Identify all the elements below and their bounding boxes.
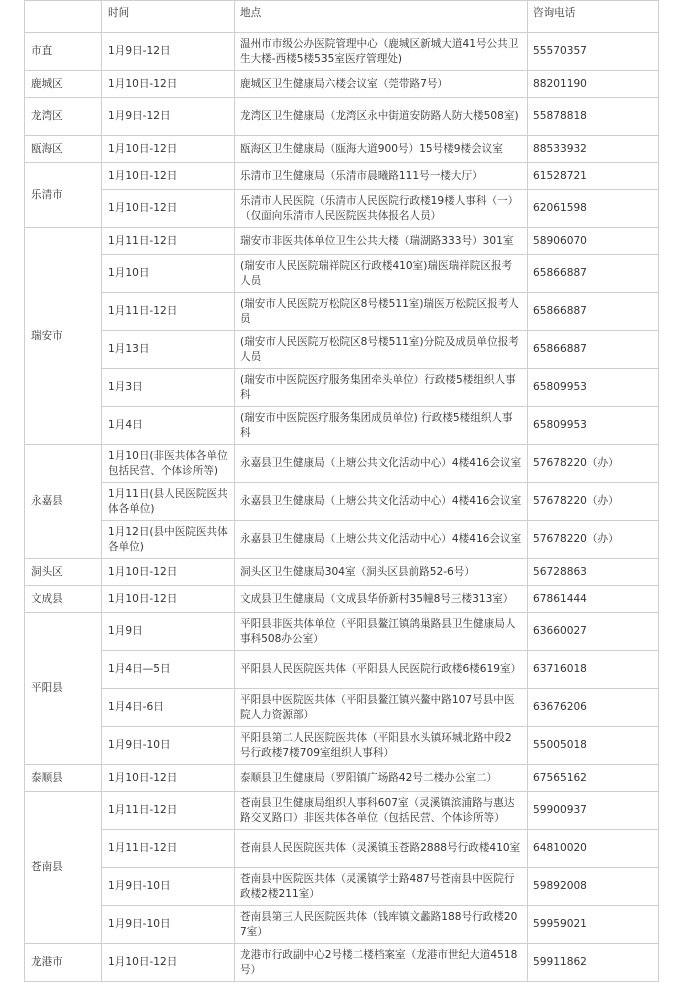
phone-cell: 55570357 (528, 33, 659, 71)
table-row (25, 163, 659, 190)
place-cell: (瑞安市人民医院万松院区8号楼511室)瑞医万松院区报考人员 (235, 293, 528, 331)
time-cell: 1月9日-10日 (102, 868, 235, 906)
phone-cell: 57678220（办） (528, 483, 659, 521)
phone-cell: 59959021 (528, 906, 659, 944)
phone-cell: 56728863 (528, 559, 659, 586)
region-cell: 市直 (25, 33, 102, 71)
place-cell: 乐清市人民医院（乐清市人民医院行政楼19楼人事科（一）（仅面向乐清市人民医院医共体报名人员） (235, 190, 528, 228)
place-cell: 鹿城区卫生健康局六楼会议室（莞带路7号） (235, 71, 528, 98)
time-cell: 1月3日 (102, 369, 235, 407)
time-cell: 1月9日-10日 (102, 906, 235, 944)
phone-cell: 63716018 (528, 651, 659, 689)
table-row (25, 792, 659, 830)
table-row (25, 727, 659, 765)
time-cell: 1月10日-12日 (102, 944, 235, 982)
time-cell: 1月10日-12日 (102, 190, 235, 228)
table-row (25, 190, 659, 228)
time-cell: 1月13日 (102, 331, 235, 369)
header-time: 时间 (102, 1, 235, 33)
table-row (25, 944, 659, 982)
table-row (25, 33, 659, 71)
table-row (25, 445, 659, 483)
place-cell: 乐清市卫生健康局（乐清市晨曦路111号一楼大厅） (235, 163, 528, 190)
table-row (25, 586, 659, 613)
place-cell: 瑞安市非医共体单位卫生公共大楼（瑞湖路333号）301室 (235, 228, 528, 255)
phone-cell: 64810020 (528, 830, 659, 868)
time-cell: 1月10日-12日 (102, 559, 235, 586)
time-cell: 1月11日-12日 (102, 792, 235, 830)
table-row (25, 369, 659, 407)
table-row (25, 98, 659, 136)
table-row (25, 293, 659, 331)
place-cell: 平阳县人民医院医共体（平阳县人民医院行政楼6楼619室） (235, 651, 528, 689)
table-row (25, 331, 659, 369)
place-cell: 温州市市级公办医院管理中心（鹿城区新城大道41号公共卫生大楼-西楼5楼535室医疗管理处) (235, 33, 528, 71)
header-region (25, 1, 102, 33)
place-cell: 苍南县中医院医共体（灵溪镇学士路487号苍南县中医院行政楼2楼211室） (235, 868, 528, 906)
registration-schedule-table (24, 0, 659, 982)
header-phone: 咨询电话 (528, 1, 659, 33)
time-cell: 1月9日-12日 (102, 33, 235, 71)
phone-cell: 57678220（办） (528, 521, 659, 559)
time-cell: 1月11日(县人民医院医共体各单位) (102, 483, 235, 521)
place-cell: 文成县卫生健康局（文成县华侨新村35幢8号三楼313室） (235, 586, 528, 613)
place-cell: (瑞安市中医院医疗服务集团牵头单位）行政楼5楼组织人事科 (235, 369, 528, 407)
time-cell: 1月4日-6日 (102, 689, 235, 727)
phone-cell: 67565162 (528, 765, 659, 792)
place-cell: 平阳县第二人民医院医共体（平阳县水头镇环城北路中段2号行政楼7楼709室组织人事科） (235, 727, 528, 765)
phone-cell: 55878818 (528, 98, 659, 136)
time-cell: 1月4日 (102, 407, 235, 445)
table-row (25, 689, 659, 727)
time-cell: 1月12日(县中医院医共体各单位) (102, 521, 235, 559)
phone-cell: 88533932 (528, 136, 659, 163)
table-row (25, 906, 659, 944)
region-cell: 瑞安市 (25, 228, 102, 445)
table-row (25, 651, 659, 689)
time-cell: 1月11日-12日 (102, 830, 235, 868)
region-cell: 龙湾区 (25, 98, 102, 136)
table-row (25, 559, 659, 586)
region-cell: 洞头区 (25, 559, 102, 586)
time-cell: 1月11日-12日 (102, 228, 235, 255)
phone-cell: 65866887 (528, 255, 659, 293)
place-cell: 永嘉县卫生健康局（上塘公共文化活动中心）4楼416会议室 (235, 445, 528, 483)
phone-cell: 67861444 (528, 586, 659, 613)
phone-cell: 58906070 (528, 228, 659, 255)
place-cell: 龙港市行政副中心2号楼二楼档案室（龙港市世纪大道4518号） (235, 944, 528, 982)
phone-cell: 65866887 (528, 293, 659, 331)
table-row (25, 228, 659, 255)
table-row (25, 613, 659, 651)
place-cell: 泰顺县卫生健康局（罗阳镇广场路42号二楼办公室二） (235, 765, 528, 792)
region-cell: 泰顺县 (25, 765, 102, 792)
phone-cell: 55005018 (528, 727, 659, 765)
region-cell: 永嘉县 (25, 445, 102, 559)
table-row (25, 830, 659, 868)
time-cell: 1月9日 (102, 613, 235, 651)
table-row (25, 71, 659, 98)
time-cell: 1月10日-12日 (102, 136, 235, 163)
table-row (25, 483, 659, 521)
phone-cell: 63660027 (528, 613, 659, 651)
place-cell: 永嘉县卫生健康局（上塘公共文化活动中心）4楼416会议室 (235, 521, 528, 559)
time-cell: 1月10日 (102, 255, 235, 293)
table-row (25, 765, 659, 792)
header-place: 地点 (235, 1, 528, 33)
place-cell: 永嘉县卫生健康局（上塘公共文化活动中心）4楼416会议室 (235, 483, 528, 521)
place-cell: 苍南县卫生健康局组织人事科607室（灵溪镇滨浦路与惠达路交叉路口）非医共体各单位（包括民营、个体诊所等） (235, 792, 528, 830)
region-cell: 平阳县 (25, 613, 102, 765)
place-cell: 平阳县中医院医共体（平阳县鳌江镇兴鳌中路107号县中医院人力资源部） (235, 689, 528, 727)
place-cell: 龙湾区卫生健康局（龙湾区永中街道安防路人防大楼508室) (235, 98, 528, 136)
time-cell: 1月9日-12日 (102, 98, 235, 136)
time-cell: 1月9日-10日 (102, 727, 235, 765)
time-cell: 1月10日(非医共体各单位包括民营、个体诊所等) (102, 445, 235, 483)
phone-cell: 61528721 (528, 163, 659, 190)
table-row (25, 521, 659, 559)
phone-cell: 62061598 (528, 190, 659, 228)
place-cell: 苍南县第三人民医院医共体（钱库镇文蠡路188号行政楼207室） (235, 906, 528, 944)
place-cell: (瑞安市人民医院瑞祥院区行政楼410室)瑞医瑞祥院区报考人员 (235, 255, 528, 293)
phone-cell: 59892008 (528, 868, 659, 906)
table-row (25, 407, 659, 445)
phone-cell: 65809953 (528, 369, 659, 407)
table-row (25, 868, 659, 906)
phone-cell: 65866887 (528, 331, 659, 369)
time-cell: 1月11日-12日 (102, 293, 235, 331)
table-row (25, 255, 659, 293)
region-cell: 龙港市 (25, 944, 102, 982)
phone-cell: 65809953 (528, 407, 659, 445)
place-cell: 平阳县非医共体单位（平阳县鳌江镇鸽巢路县卫生健康局人事科508办公室） (235, 613, 528, 651)
table-body (25, 1, 659, 982)
place-cell: (瑞安市中医院医疗服务集团成员单位) 行政楼5楼组织人事科 (235, 407, 528, 445)
time-cell: 1月10日-12日 (102, 765, 235, 792)
phone-cell: 57678220（办） (528, 445, 659, 483)
table-row (25, 136, 659, 163)
region-cell: 乐清市 (25, 163, 102, 228)
time-cell: 1月10日-12日 (102, 586, 235, 613)
time-cell: 1月4日—5日 (102, 651, 235, 689)
time-cell: 1月10日-12日 (102, 163, 235, 190)
table-header-row (25, 1, 659, 33)
phone-cell: 63676206 (528, 689, 659, 727)
place-cell: 苍南县人民医院医共体（灵溪镇玉苍路2888号行政楼410室 (235, 830, 528, 868)
place-cell: 瓯海区卫生健康局（瓯海大道900号）15号楼9楼会议室 (235, 136, 528, 163)
region-cell: 鹿城区 (25, 71, 102, 98)
place-cell: 洞头区卫生健康局304室（洞头区县前路52-6号） (235, 559, 528, 586)
region-cell: 苍南县 (25, 792, 102, 944)
phone-cell: 59900937 (528, 792, 659, 830)
region-cell: 文成县 (25, 586, 102, 613)
place-cell: (瑞安市人民医院万松院区8号楼511室)分院及成员单位报考人员 (235, 331, 528, 369)
time-cell: 1月10日-12日 (102, 71, 235, 98)
phone-cell: 59911862 (528, 944, 659, 982)
region-cell: 瓯海区 (25, 136, 102, 163)
phone-cell: 88201190 (528, 71, 659, 98)
